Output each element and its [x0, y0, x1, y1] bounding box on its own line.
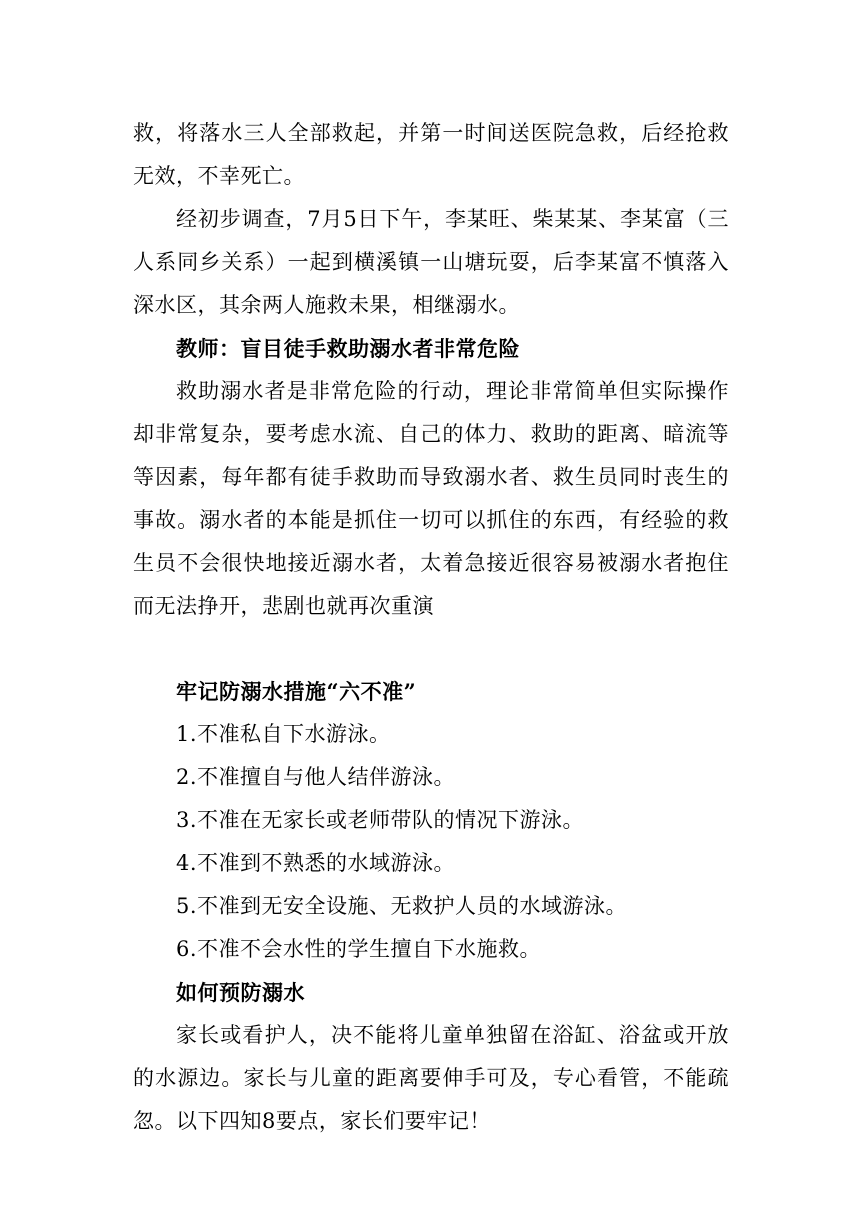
rule-item-5: 5.不准到无安全设施、无救护人员的水域游泳。 [176, 894, 628, 918]
document-body [133, 112, 729, 1143]
rule-item-1: 1.不准私自下水游泳。 [176, 722, 391, 746]
heading-prevention: 如何预防溺水 [176, 980, 305, 1005]
paragraph-investigation: 经初步调查，7月5日下午，李某旺、柴某某、李某富（三人系同乡关系）一起到横溪镇一山塘玩耍，后李某富不慎落入深水区，其余两人施救未果，相继溺水。 [133, 207, 729, 317]
rule-item-6: 6.不准不会水性的学生擅自下水施救。 [176, 937, 542, 961]
rule-item-3: 3.不准在无家长或老师带队的情况下游泳。 [176, 808, 585, 832]
rule-item-2: 2.不准擅自与他人结伴游泳。 [176, 765, 456, 789]
heading-teacher-warning: 教师：盲目徒手救助溺水者非常危险 [176, 336, 520, 361]
rule-item-4: 4.不准到不熟悉的水域游泳。 [176, 851, 456, 875]
paragraph-rescue-result: 救，将落水三人全部救起，并第一时间送医院急救，后经抢救无效，不幸死亡。 [133, 121, 729, 188]
heading-six-rules: 牢记防溺水措施“六不准” [176, 679, 417, 704]
paragraph-rescue-danger: 救助溺水者是非常危险的行动，理论非常简单但实际操作却非常复杂，要考虑水流、自己的体力、救助的距离、暗流等等因素，每年都有徒手救助而导致溺水者、救生员同时丧生的事故。溺水者的本能是抓住一切可以抓住的东西，有经验的救生员不会很快地接近溺水者，太着急接近很容易被溺水者抱住而无法挣开，悲剧也就再次重演 [133, 379, 729, 618]
paragraph-spacer [133, 628, 729, 670]
paragraph-parent-advice: 家长或看护人，决不能将儿童单独留在浴缸、浴盆或开放的水源边。家长与儿童的距离要伸手可及，专心看管，不能疏忽。以下四知8要点，家长们要牢记！ [133, 1023, 729, 1133]
